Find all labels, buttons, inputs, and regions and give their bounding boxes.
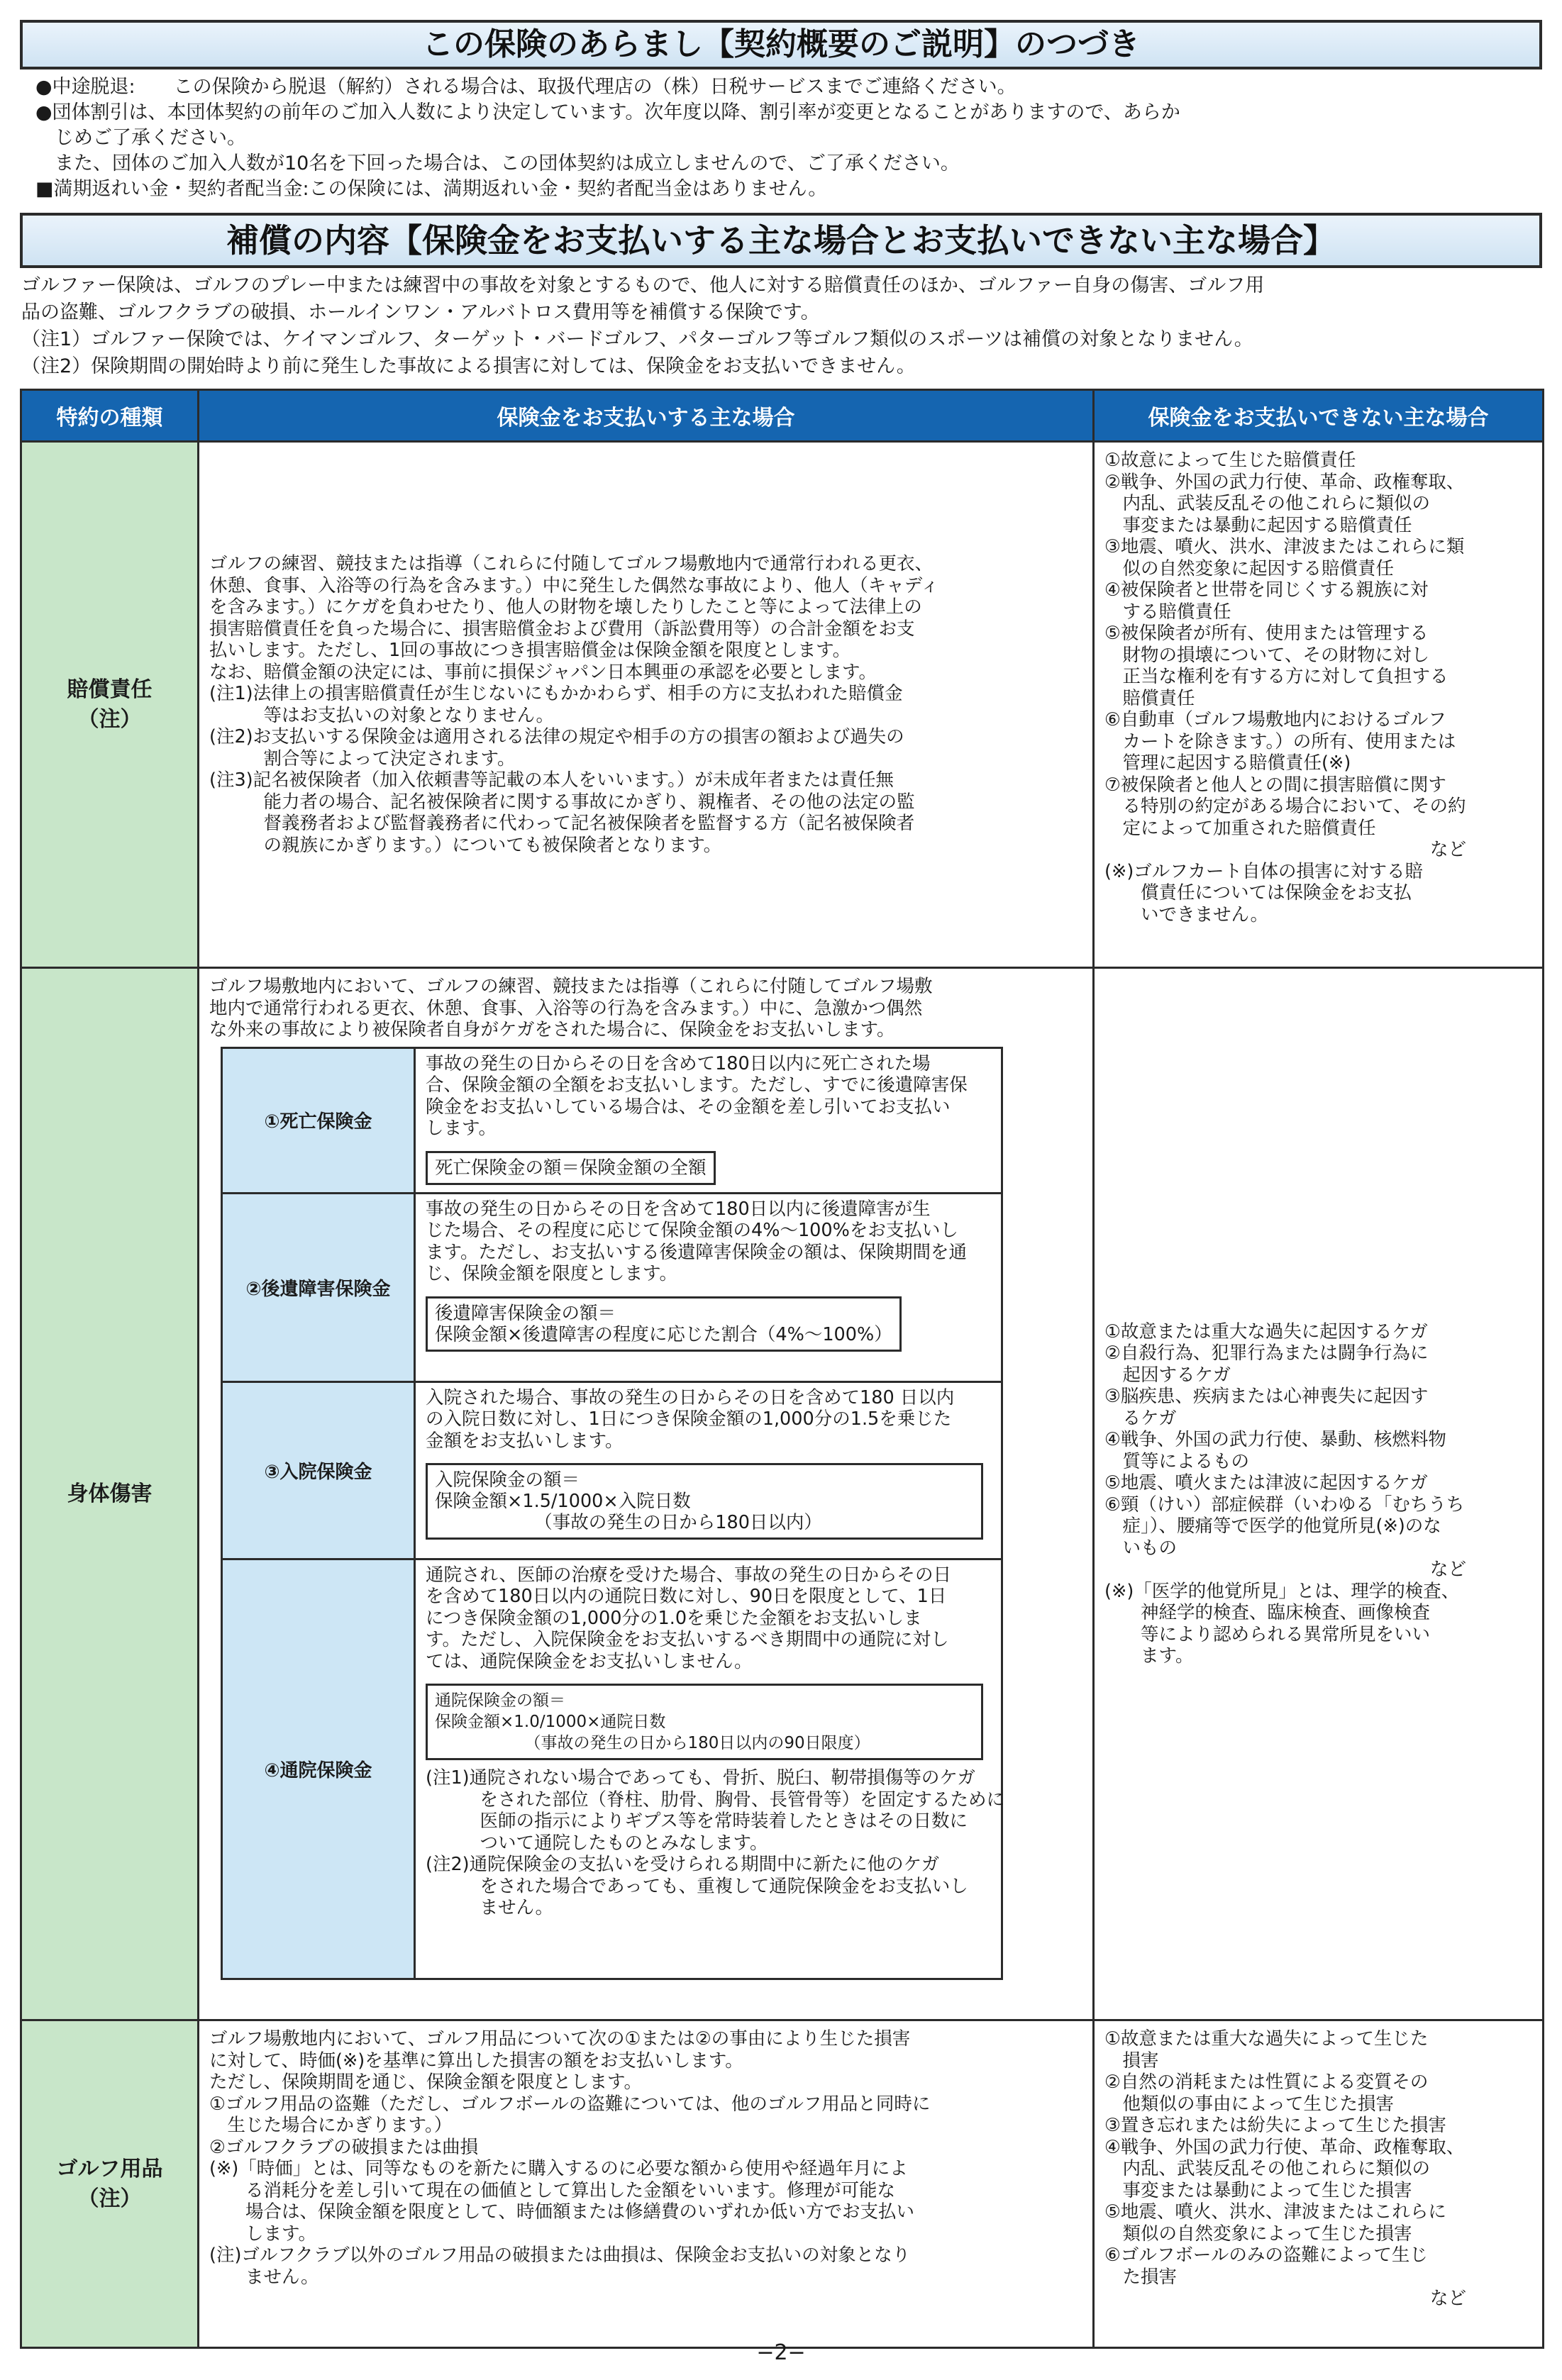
text-line: ⑤地震、噴火、洪水、津波またはこれらに: [1104, 2201, 1446, 2223]
text-line: （注2）保険期間の開始時より前に発生した事故による損害に対しては、保険金をお支払いできません。: [21, 355, 916, 377]
equipment-pay-cell: [199, 2020, 1094, 2348]
text-line: な外来の事故により被保険者自身がケガをされた場合に、保険金をお支払いします。: [209, 1019, 895, 1040]
text-line: 入院保険金の額＝: [435, 1469, 580, 1491]
text-line: 症」）、腰痛等で医学的他覚所見(※)のな: [1104, 1516, 1441, 1537]
outpatient-benefit-text: [416, 1560, 1001, 1677]
text-line: 険金をお支払いしている場合は、その金額を差し引いてお支払い: [426, 1096, 951, 1118]
text-line: をされた部位（脊柱、肋骨、胸骨、長管骨等）を固定するために: [426, 1789, 1005, 1811]
text-line: 合、保険金額の全額をお支払いします。ただし、すでに後遺障害保: [426, 1074, 968, 1096]
text-line: 管理に起因する賠償責任(※): [1104, 752, 1351, 774]
text-line: 似の自然変象に起因する賠償責任: [1104, 557, 1395, 579]
equipment-nopay-cell: [1094, 2020, 1544, 2348]
text-line: ゴルファー保険は、ゴルフのプレー中または練習中の事故を対象とするもので、他人に対する賠償責任のほか、ゴルファー自身の傷害、ゴルフ用: [21, 274, 1265, 296]
text-line: じた場合、その程度に応じて保険金額の4%〜100%をお支払いし: [426, 1220, 958, 1241]
text-line: 休憩、食事、入浴等の行為を含みます。）中に発生した偶然な事故により、他人（キャディ: [209, 574, 939, 596]
text-line: いできません。: [1104, 903, 1269, 925]
text-line: ては、通院保険金をお支払いしません。: [426, 1650, 753, 1672]
row-injury: [21, 968, 1544, 2020]
text-line: ⑥ゴルフボールのみの盗難によって生じ: [1104, 2245, 1428, 2266]
text-line: 事故の発生の日からその日を含めて180日以内に死亡された場: [426, 1052, 931, 1074]
text-line: 生じた場合にかぎります。）: [209, 2115, 453, 2136]
kind-equipment-name: ゴルフ用品: [56, 2156, 163, 2181]
text-line: る特別の約定がある場合において、その約: [1104, 796, 1466, 817]
disability-benefit-name: ②後遺障害保険金: [222, 1193, 415, 1381]
text-line: ②自然の消耗または性質による変質その: [1104, 2072, 1429, 2093]
outpatient-benefit-formula: [426, 1684, 983, 1760]
death-benefit-formula: [426, 1151, 716, 1185]
text-line: (注)ゴルフクラブ以外のゴルフ用品の破損または曲損は、保険金お支払いの対象となり: [209, 2245, 911, 2266]
text-line: の入院日数に対し、1日につき保険金額の1,000分の1.5を乗じた: [426, 1408, 952, 1430]
text-line: 医師の指示によりギプス等を常時装着したときはその日数に: [426, 1811, 968, 1832]
text-line: 後遺障害保険金の額＝: [435, 1302, 616, 1324]
kind-injury-name: 身体傷害: [67, 1481, 153, 1506]
text-line: ③脳疾患、疾病または心神喪失に起因す: [1104, 1386, 1429, 1407]
text-line: 事変または暴動によって生じた損害: [1104, 2179, 1412, 2201]
text-line: 保険金額×1.0/1000×通院日数: [435, 1713, 666, 1731]
text-line: をされた場合であっても、重複して通院保険金をお支払いし: [426, 1875, 968, 1897]
text-line: す。ただし、入院保険金をお支払いするべき期間中の通院に対し: [426, 1629, 949, 1650]
text-line: 損害賠償責任を負った場合に、損害賠償金および費用（訴訟費用等）の合計金額をお支: [209, 618, 915, 640]
row-liability: [21, 442, 1544, 968]
text-line: カートを除きます。）の所有、使用または: [1104, 730, 1456, 752]
kind-equipment: [21, 2020, 199, 2348]
text-line: ⑥頸（けい）部症候群（いわゆる「むちうち: [1104, 1494, 1465, 1516]
liability-pay-cell: [199, 442, 1094, 968]
text-line: 通院保険金の額＝: [435, 1691, 565, 1710]
coverage-table: [20, 389, 1544, 2349]
text-line: 等はお支払いの対象となりません。: [209, 704, 555, 726]
text-line: ■満期返れい金・契約者配当金:この保険には、満期返れい金・契約者配当金はありません。: [35, 178, 828, 200]
text-line: 正当な権利を有する方に対して負担する: [1104, 666, 1449, 687]
text-line: ゴルフ場敷地内において、ゴルフ用品について次の①または②の事由により生じた損害: [209, 2028, 911, 2050]
text-line: ⑤被保険者が所有、使用または管理する: [1104, 623, 1429, 644]
text-line: （事故の発生の日から180日以内の90日限度）: [435, 1734, 870, 1752]
text-line: （注1）ゴルファー保険では、ケイマンゴルフ、ターゲット・バードゴルフ、パターゴルフ等ゴルフ類似のスポーツは補償の対象となりません。: [21, 328, 1253, 350]
text-line: 保険金額×1.5/1000×入院日数: [435, 1491, 691, 1512]
text-line: ④戦争、外国の武力行使、革命、政権奪取、: [1104, 2136, 1465, 2158]
text-line: 金額をお支払いします。: [426, 1430, 624, 1452]
injury-nopay-cell: [1094, 968, 1544, 2020]
kind-equipment-note: （注）: [77, 2186, 142, 2211]
text-line: 死亡保険金の額＝保険金額の全額: [435, 1157, 707, 1179]
text-line: ④戦争、外国の武力行使、暴動、核燃料物: [1104, 1429, 1446, 1450]
text-line: 類似の自然変象によって生じた損害: [1104, 2223, 1412, 2245]
text-line: る消耗分を差し引いて現在の価値として算出した金額をいいます。修理が可能な: [209, 2179, 895, 2201]
text-line: ①故意または重大な過失に起因するケガ: [1104, 1320, 1428, 1342]
text-line: につき保険金額の1,000分の1.0を乗じた金額をお支払いしま: [426, 1607, 922, 1629]
text-line: ません。: [426, 1897, 554, 1918]
text-line: する賠償責任: [1104, 601, 1231, 623]
text-line: (※)ゴルフカート自体の損害に対する賠: [1104, 860, 1424, 882]
row-equipment: [21, 2020, 1544, 2348]
text-line: 払いします。ただし、1回の事故につき損害賠償金は保険金額を限度とします。: [209, 640, 851, 661]
text-line: ません。: [209, 2266, 319, 2288]
kind-injury: [21, 968, 199, 2020]
text-line: ⑦被保険者と他人との間に損害賠償に関す: [1104, 774, 1446, 796]
text-line: (※)「医学的他覚所見」とは、理学的検査、: [1104, 1580, 1460, 1602]
hospital-benefit-text: [416, 1383, 1001, 1457]
text-line: ●中途脱退: この保険から脱退（解約）される場合は、取扱代理店の（株）日税サービスまでご連絡ください。: [35, 76, 1017, 98]
text-line: 場合は、保険金額を限度として、時価額または修繕費のいずれか低い方でお支払い: [209, 2201, 914, 2223]
text-line: ②自殺行為、犯罪行為または闘争行為に: [1104, 1342, 1429, 1364]
liability-nopay-cell: [1094, 442, 1544, 968]
text-line: ゴルフの練習、競技または指導（これらに付随してゴルフ場敷地内で通常行われる更衣、: [209, 553, 934, 574]
text-line: ③置き忘れまたは紛失によって生じた損害: [1104, 2115, 1446, 2136]
header-pay: 保険金をお支払いする主な場合: [199, 390, 1094, 442]
text-line: ③地震、噴火、洪水、津波またはこれらに類: [1104, 536, 1465, 557]
injury-subtable: [221, 1047, 1003, 1980]
text-line: など: [1104, 1559, 1467, 1580]
disability-benefit-formula: [426, 1296, 902, 1352]
text-line: ④被保険者と世帯を同じくする親族に対: [1104, 579, 1429, 601]
text-line: じめご了承ください。: [35, 127, 246, 149]
text-line: 賠償責任: [1104, 687, 1195, 709]
kind-liability: [21, 442, 199, 968]
text-line: など: [1104, 839, 1467, 860]
text-line: 質等によるもの: [1104, 1450, 1250, 1472]
text-line: ついて通院したものとみなします。: [426, 1832, 768, 1854]
text-line: た損害: [1104, 2266, 1178, 2288]
text-line: 償責任については保険金をお支払: [1104, 882, 1412, 903]
text-line: 内乱、武装反乱その他これらに類似の: [1104, 493, 1431, 514]
text-line: 起因するケガ: [1104, 1364, 1231, 1386]
text-line: ます。ただし、お支払いする後遺障害保険金の額は、保険期間を通: [426, 1241, 967, 1263]
text-line: 等により認められる異常所見をいい: [1104, 1623, 1431, 1645]
liability-nopay-text: [1095, 443, 1542, 933]
disability-benefit-text: [416, 1194, 1001, 1289]
outpatient-benefit-notes: [416, 1767, 1005, 1919]
text-line: ①ゴルフ用品の盗難（ただし、ゴルフボールの盗難については、他のゴルフ用品と同時に: [209, 2093, 931, 2115]
text-line: に対して、時価(※)を基準に算出した損害の額をお支払いします。: [209, 2050, 743, 2072]
injury-intro: [199, 969, 1092, 1044]
text-line: なお、賠償金額の決定には、事前に損保ジャパン日本興亜の承認を必要とします。: [209, 661, 877, 683]
text-line: など: [1104, 2288, 1467, 2309]
hospital-benefit-name: ③入院保険金: [222, 1381, 415, 1559]
text-line: (※)「時価」とは、同等なものを新たに購入するのに必要な額から使用や経過年月によ: [209, 2158, 908, 2179]
text-line: ●団体割引は、本団体契約の前年のご加入人数により決定しています。次年度以降、割引率が変更となることがありますので、あらか: [35, 101, 1180, 123]
text-line: 能力者の場合、記名被保険者に関する事故にかぎり、親権者、その他の法定の監: [209, 791, 915, 813]
text-line: 神経学的検査、臨床検査、画像検査: [1104, 1602, 1431, 1623]
text-line: (注3)記名被保険者（加入依頼書等記載の本人をいいます。）が未成年者または責任無: [209, 769, 894, 791]
text-line: また、団体のご加入人数が10名を下回った場合は、この団体契約は成立しませんので、ご了承ください。: [35, 152, 960, 174]
page-number: −2−: [756, 2340, 806, 2365]
text-line: 通院され、医師の治療を受けた場合、事故の発生の日からその日: [426, 1564, 952, 1586]
equipment-nopay-text: [1095, 2021, 1542, 2317]
outpatient-benefit-name: ④通院保険金: [222, 1559, 415, 1979]
text-line: 損害: [1104, 2050, 1159, 2072]
kind-liability-name: 賠償責任: [67, 677, 153, 702]
text-line: (注2)お支払いする保険金は適用される法律の規定や相手の方の損害の額および過失の: [209, 726, 904, 747]
text-line: ます。: [1104, 1645, 1194, 1667]
text-line: 事故の発生の日からその日を含めて180日以内に後遺障害が生: [426, 1198, 931, 1220]
text-line: 割合等によって決定されます。: [209, 747, 516, 769]
text-line: 地内で通常行われる更衣、休憩、食事、入浴等の行為を含みます。）中に、急激かつ偶然: [209, 997, 923, 1019]
text-line: じ、保険金額を限度とします。: [426, 1263, 677, 1284]
text-line: (注1)法律上の損害賠償責任が生じないにもかかわらず、相手の方に支払われた賠償金: [209, 683, 903, 704]
equipment-pay-text: [199, 2021, 1092, 2295]
injury-pay-cell: [199, 968, 1094, 2020]
text-line: ①故意または重大な過失によって生じた: [1104, 2028, 1429, 2050]
text-line: 入院された場合、事故の発生の日からその日を含めて180 日以内: [426, 1386, 955, 1408]
text-line: 品の盗難、ゴルフクラブの破損、ホールインワン・アルバトロス費用等を補償する保険です。: [21, 301, 820, 323]
text-line: します。: [426, 1118, 497, 1139]
text-line: ②ゴルフクラブの破損または曲損: [209, 2136, 479, 2158]
coverage-title-band: 補償の内容【保険金をお支払いする主な場合とお支払いできない主な場合】: [20, 213, 1542, 268]
injury-nopay-text: [1095, 1314, 1542, 1674]
text-line: いもの: [1104, 1537, 1178, 1559]
section-title-band: この保険のあらまし【契約概要のご説明】のつづき: [20, 20, 1542, 69]
death-benefit-text: [416, 1049, 1001, 1144]
text-line: 内乱、武装反乱その他これらに類似の: [1104, 2158, 1431, 2179]
text-line: を含みます。）にケガを負わせたり、他人の財物を壊したりしたこと等によって法律上の: [209, 596, 922, 618]
header-nopay: 保険金をお支払いできない主な場合: [1094, 390, 1544, 442]
text-line: 他類似の事由によって生じた損害: [1104, 2093, 1395, 2115]
text-line: （事故の発生の日から180日以内）: [435, 1512, 822, 1533]
text-line: 保険金額×後遺障害の程度に応じた割合（4%〜100%）: [435, 1323, 892, 1345]
text-line: します。: [209, 2223, 316, 2245]
text-line: ①故意によって生じた賠償責任: [1104, 450, 1356, 471]
text-line: 定によって加重された賠償責任: [1104, 817, 1376, 839]
text-line: 督義務者および監督義務者に代わって記名被保険者を監督する方（記名被保険者: [209, 813, 915, 834]
text-line: (注1)通院されない場合であっても、骨折、脱臼、靭帯損傷等のケガ: [426, 1767, 975, 1789]
text-line: ただし、保険期間を通じ、保険金額を限度とします。: [209, 2072, 642, 2093]
text-line: ⑤地震、噴火または津波に起因するケガ: [1104, 1472, 1428, 1494]
text-line: 事変または暴動に起因する賠償責任: [1104, 514, 1412, 536]
text-line: を含めて180日以内の通院日数に対し、90日を限度として、1日: [426, 1586, 947, 1607]
hospital-benefit-formula: [426, 1463, 983, 1540]
text-line: ②戦争、外国の武力行使、革命、政権奪取、: [1104, 471, 1465, 493]
liability-pay-text: [199, 546, 1092, 863]
text-line: 財物の損壊について、その財物に対し: [1104, 644, 1429, 666]
text-line: るケガ: [1104, 1407, 1177, 1429]
header-kind: 特約の種類: [21, 390, 199, 442]
text-line: (注2)通院保険金の支払いを受けられる期間中に新たに他のケガ: [426, 1854, 940, 1875]
text-line: ゴルフ場敷地内において、ゴルフの練習、競技または指導（これらに付随してゴルフ場敷: [209, 976, 933, 997]
death-benefit-name: ①死亡保険金: [222, 1047, 415, 1193]
text-line: の親族にかぎります。）についても被保険者となります。: [209, 834, 722, 856]
kind-liability-note: （注）: [77, 706, 142, 732]
text-line: ⑥自動車（ゴルフ場敷地内におけるゴルフ: [1104, 709, 1446, 730]
